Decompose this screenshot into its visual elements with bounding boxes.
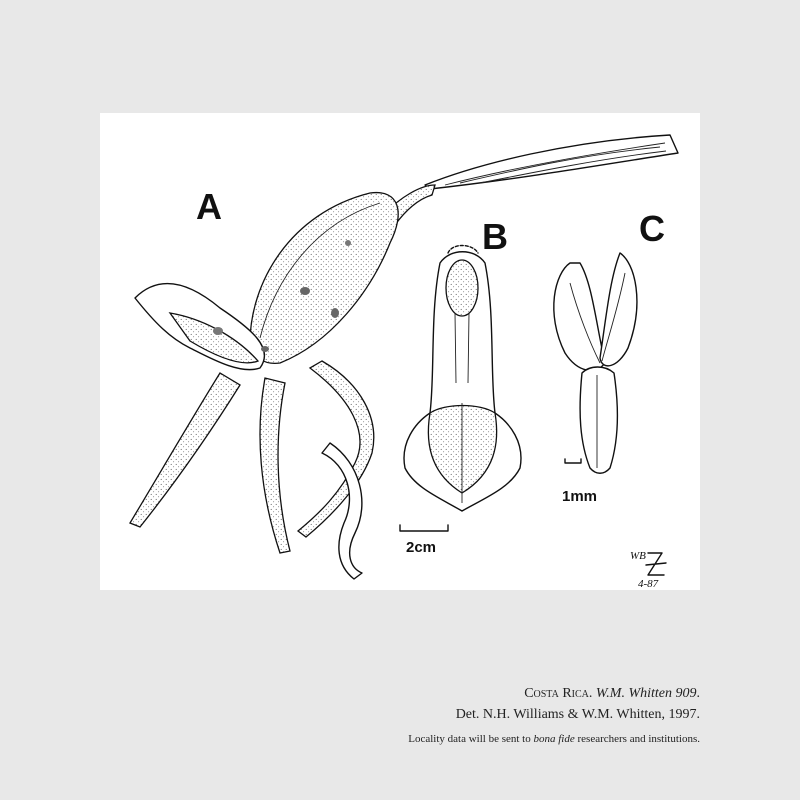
signature-date: 4-87	[638, 578, 659, 590]
note-end: researchers and institutions.	[577, 733, 700, 745]
artist-signature	[630, 550, 666, 590]
collection-line: Costa Rica. W.M. Whitten 909.	[524, 686, 700, 701]
scale-label-2cm: 2cm	[406, 539, 437, 556]
note-italic: bona fide	[533, 733, 575, 745]
caption-block	[408, 684, 700, 750]
country-label: Costa Rica	[524, 686, 589, 701]
panel-label-a: A	[196, 186, 222, 227]
signature-initials: WB	[630, 550, 646, 562]
botanical-drawing	[100, 113, 700, 590]
locality-note	[408, 728, 700, 750]
collector-label: W.M. Whitten 909	[595, 686, 697, 701]
panel-label-b: B	[482, 216, 508, 257]
lip-front-view	[400, 246, 521, 532]
determination-line: Det. N.H. Williams & W.M. Whitten, 1997.	[455, 707, 700, 722]
panel-label-c: C	[639, 208, 665, 249]
scale-label-1mm: 1mm	[562, 488, 598, 505]
illustration-plate	[100, 113, 700, 590]
note-start: Locality data will be sent to	[408, 733, 531, 745]
column-detail-view	[554, 253, 637, 473]
